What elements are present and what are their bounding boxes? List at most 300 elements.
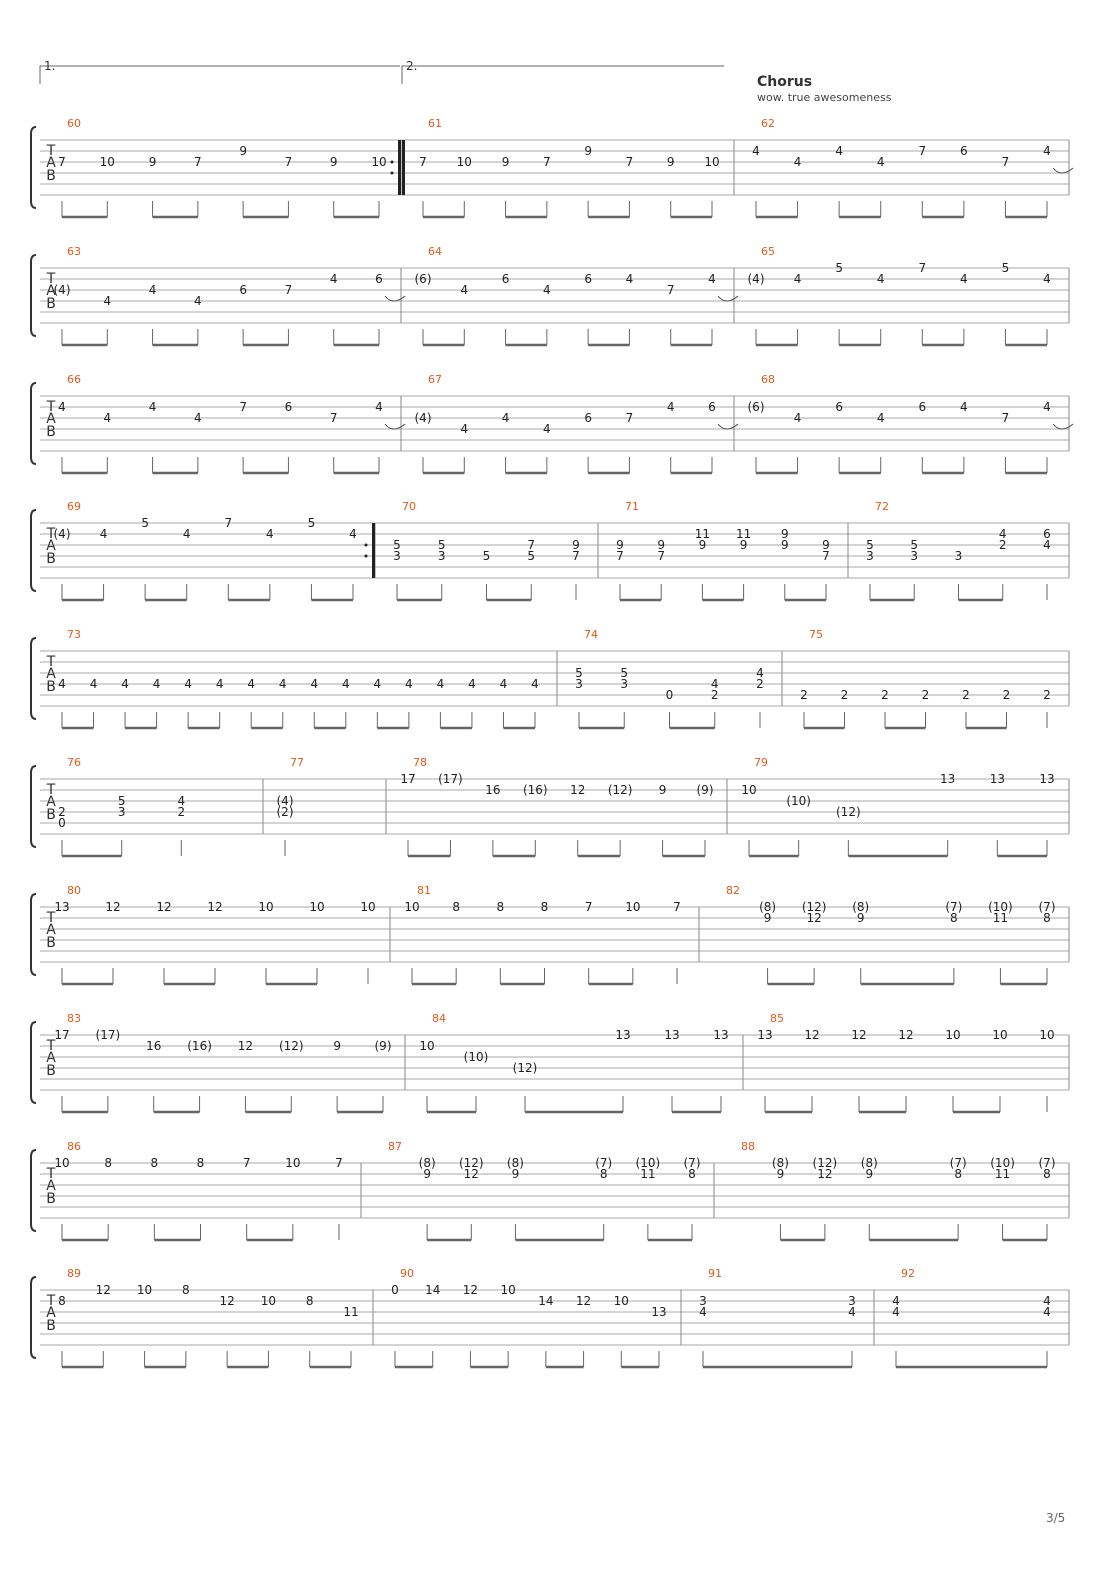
measure-number: 87 <box>388 1140 402 1153</box>
volta-2-bracket <box>402 66 724 84</box>
fret-number: 7 <box>543 155 551 169</box>
tab-letter-b: B <box>46 679 56 695</box>
tab-letter-a: A <box>46 922 56 938</box>
fret-number: 10 <box>1039 1028 1055 1042</box>
fret-number: 4 <box>278 677 287 691</box>
fret-number: 10 <box>500 1283 516 1297</box>
fret-number: 10 <box>309 900 325 914</box>
tab-letter-t: T <box>46 782 56 798</box>
repeat-dot <box>391 161 394 164</box>
fret-number: 9 <box>658 783 667 797</box>
measure-number: 67 <box>428 373 442 386</box>
fret-number: 12 <box>817 1167 833 1181</box>
fret-number: (6) <box>747 400 765 414</box>
fret-number: (12) <box>607 783 633 797</box>
fret-number: (8) <box>852 900 870 914</box>
fret-number: 8 <box>182 1283 190 1297</box>
tab-system <box>31 117 1073 217</box>
fret-number: 4 <box>375 400 383 414</box>
fret-number: 8 <box>496 900 505 914</box>
fret-number: 7 <box>625 155 634 169</box>
fret-number: 8 <box>104 1156 112 1170</box>
fret-number: (7) <box>683 1156 701 1170</box>
tab-letter-b: B <box>46 168 56 184</box>
fret-number: (10) <box>463 1050 489 1064</box>
volta-2-label: 2. <box>406 59 418 73</box>
tie-arc <box>385 424 405 429</box>
fret-number: 8 <box>196 1156 205 1170</box>
fret-number: 6 <box>918 400 927 414</box>
fret-number: 2 <box>710 688 719 702</box>
fret-number: 7 <box>284 283 293 297</box>
fret-number: 10 <box>360 900 376 914</box>
fret-number: 12 <box>806 911 822 925</box>
tab-system <box>31 1140 1069 1240</box>
fret-number: 8 <box>599 1167 608 1181</box>
fret-number: 9 <box>822 538 830 552</box>
fret-number: 10 <box>741 783 757 797</box>
fret-number: 16 <box>146 1039 162 1053</box>
fret-number: 11 <box>735 527 752 541</box>
fret-number: 7 <box>616 549 624 563</box>
fret-number: 7 <box>224 516 233 530</box>
fret-number: 7 <box>1001 155 1010 169</box>
tab-letter-t: T <box>46 399 56 415</box>
fret-number: 4 <box>848 1305 856 1319</box>
fret-number: 3 <box>848 1294 856 1308</box>
fret-number: 7 <box>329 411 338 425</box>
fret-number: 4 <box>436 677 445 691</box>
measure-number: 83 <box>67 1012 81 1025</box>
fret-number: 4 <box>89 677 98 691</box>
fret-number: 7 <box>822 549 830 563</box>
fret-number: 9 <box>511 1167 520 1181</box>
tab-system <box>31 628 1069 728</box>
fret-number: (16) <box>522 783 548 797</box>
tab-system <box>31 373 1073 473</box>
measure-number: 65 <box>761 245 775 258</box>
fret-number: (12) <box>278 1039 304 1053</box>
fret-number: 10 <box>404 900 420 914</box>
fret-number: 7 <box>239 400 247 414</box>
tab-letter-a: A <box>46 794 56 810</box>
tab-letter-b: B <box>46 1318 56 1334</box>
fret-number: 12 <box>219 1294 235 1308</box>
fret-number: 5 <box>575 666 583 680</box>
fret-number: 4 <box>194 294 202 308</box>
fret-number: 9 <box>780 538 789 552</box>
tie-arc <box>385 296 405 301</box>
system-brace <box>31 638 36 719</box>
fret-number: 7 <box>673 900 681 914</box>
fret-number: 4 <box>1043 1294 1051 1308</box>
fret-number: (8) <box>860 1156 878 1170</box>
volta-1-label: 1. <box>44 59 56 73</box>
fret-number: 2 <box>800 688 808 702</box>
fret-number: 6 <box>375 272 383 286</box>
fret-number: 4 <box>341 677 350 691</box>
fret-number: 5 <box>835 261 843 275</box>
system-brace <box>31 1277 36 1358</box>
fret-number: 4 <box>121 677 129 691</box>
fret-number: 3 <box>437 549 446 563</box>
fret-number: 7 <box>625 411 634 425</box>
fret-number: 4 <box>58 677 66 691</box>
fret-number: 4 <box>876 272 885 286</box>
fret-number: (4) <box>747 272 765 286</box>
fret-number: 5 <box>307 516 316 530</box>
fret-number: 12 <box>237 1039 254 1053</box>
tab-letter-b: B <box>46 1063 56 1079</box>
system-brace <box>31 1022 36 1103</box>
fret-number: 2 <box>1043 688 1051 702</box>
fret-number: 0 <box>58 816 66 830</box>
fret-number: 12 <box>207 900 223 914</box>
fret-number: 0 <box>665 688 674 702</box>
fret-number: 4 <box>666 400 675 414</box>
system-brace <box>31 383 36 464</box>
volta-brackets <box>40 59 724 84</box>
fret-number: 4 <box>876 155 885 169</box>
tab-letter-t: T <box>46 1293 56 1309</box>
measure-number: 61 <box>428 117 442 130</box>
fret-number: 11 <box>640 1167 656 1181</box>
fret-number: 11 <box>992 911 1009 925</box>
tie-arc <box>718 296 738 301</box>
fret-number: 2 <box>881 688 889 702</box>
fret-number: 7 <box>194 155 202 169</box>
fret-number: 5 <box>910 538 919 552</box>
fret-number: 4 <box>329 272 338 286</box>
tab-letter-a: A <box>46 538 56 554</box>
fret-number: 4 <box>148 283 157 297</box>
fret-number: (8) <box>771 1156 789 1170</box>
fret-number: 12 <box>804 1028 820 1042</box>
fret-number: 4 <box>194 411 202 425</box>
fret-number: 4 <box>793 272 802 286</box>
measure-number: 66 <box>67 373 81 386</box>
fret-number: (10) <box>635 1156 661 1170</box>
measure-number: 74 <box>584 628 598 641</box>
fret-number: 14 <box>538 1294 554 1308</box>
fret-number: 4 <box>177 794 186 808</box>
measure-number: 60 <box>67 117 81 130</box>
fret-number: (7) <box>595 1156 613 1170</box>
fret-number: (6) <box>414 272 432 286</box>
fret-number: 7 <box>58 155 66 169</box>
fret-number: 9 <box>776 1167 785 1181</box>
fret-number: 7 <box>419 155 427 169</box>
tab-letter-a: A <box>46 155 56 171</box>
fret-number: 4 <box>793 411 802 425</box>
fret-number: 12 <box>105 900 121 914</box>
system-brace <box>31 510 36 591</box>
fret-number: 16 <box>485 783 501 797</box>
fret-number: 7 <box>918 261 927 275</box>
fret-number: 12 <box>570 783 586 797</box>
fret-number: 4 <box>531 677 539 691</box>
tab-letter-b: B <box>46 551 56 567</box>
fret-number: 10 <box>136 1283 153 1297</box>
fret-number: 7 <box>284 155 293 169</box>
page-number: 3/5 <box>1046 1511 1066 1525</box>
fret-number: 9 <box>739 538 748 552</box>
fret-number: (12) <box>812 1156 838 1170</box>
fret-number: 4 <box>215 677 224 691</box>
fret-number: 10 <box>99 155 115 169</box>
tab-letter-t: T <box>46 271 56 287</box>
fret-number: (8) <box>506 1156 524 1170</box>
tab-system <box>31 500 1069 600</box>
fret-number: 9 <box>333 1039 341 1053</box>
fret-number: 7 <box>572 549 580 563</box>
fret-number: 9 <box>148 155 157 169</box>
measure-number: 75 <box>809 628 823 641</box>
fret-number: 7 <box>584 900 593 914</box>
fret-number: 4 <box>793 155 802 169</box>
fret-number: 11 <box>343 1305 359 1319</box>
fret-number: 12 <box>463 1167 479 1181</box>
measure-number: 73 <box>67 628 81 641</box>
fret-number: 5 <box>527 549 536 563</box>
fret-number: 5 <box>1001 261 1010 275</box>
measure-number: 76 <box>67 756 81 769</box>
fret-number: 4 <box>184 677 192 691</box>
fret-number: 4 <box>460 422 469 436</box>
fret-number: 2 <box>756 677 764 691</box>
fret-number: 3 <box>117 805 126 819</box>
fret-number: 3 <box>699 1294 707 1308</box>
measure-number: 70 <box>402 500 416 513</box>
fret-number: 7 <box>335 1156 343 1170</box>
fret-number: (17) <box>95 1028 121 1042</box>
tab-letter-t: T <box>46 526 56 542</box>
fret-number: 13 <box>664 1028 680 1042</box>
fret-number: 10 <box>613 1294 629 1308</box>
fret-number: 8 <box>954 1167 962 1181</box>
volta-1-bracket <box>40 66 400 84</box>
fret-number: 17 <box>400 772 416 786</box>
fret-number: 3 <box>954 549 963 563</box>
measure-number: 86 <box>67 1140 81 1153</box>
fret-number: (16) <box>187 1039 212 1053</box>
tab-system <box>31 1012 1069 1112</box>
fret-number: (10) <box>786 794 811 808</box>
fret-number: 4 <box>892 1294 900 1308</box>
fret-number: 4 <box>499 677 508 691</box>
repeat-start-bar <box>402 140 405 195</box>
fret-number: 4 <box>373 677 382 691</box>
tab-letter-b: B <box>46 296 56 312</box>
fret-number: 4 <box>892 1305 900 1319</box>
fret-number: 4 <box>1043 538 1051 552</box>
fret-number: 4 <box>1043 272 1051 286</box>
fret-number: 8 <box>58 1294 66 1308</box>
fret-number: 13 <box>651 1305 667 1319</box>
fret-number: 4 <box>310 677 319 691</box>
measure-number: 62 <box>761 117 775 130</box>
fret-number: 9 <box>239 144 247 158</box>
tab-system <box>31 245 1069 345</box>
tie-arc <box>1053 168 1073 173</box>
fret-number: (17) <box>438 772 463 786</box>
fret-number: (12) <box>836 805 861 819</box>
fret-number: 14 <box>425 1283 441 1297</box>
fret-number: 6 <box>239 283 247 297</box>
fret-number: 3 <box>620 677 629 691</box>
system-brace <box>31 894 36 975</box>
tab-letter-t: T <box>46 910 56 926</box>
fret-number: (4) <box>53 527 71 541</box>
fret-number: (12) <box>512 1061 538 1075</box>
tab-letter-b: B <box>46 424 56 440</box>
repeat-dot <box>365 544 368 547</box>
fret-number: 4 <box>1043 400 1051 414</box>
fret-number: 2 <box>921 688 930 702</box>
measure-number: 80 <box>67 884 81 897</box>
fret-number: 9 <box>501 155 510 169</box>
fret-number: (4) <box>276 794 294 808</box>
fret-number: 4 <box>152 677 161 691</box>
fret-number: 4 <box>960 272 968 286</box>
fret-number: 4 <box>1043 1305 1051 1319</box>
fret-number: 11 <box>994 1167 1011 1181</box>
fret-number: 10 <box>258 900 274 914</box>
fret-number: 4 <box>266 527 274 541</box>
chorus-subtitle: wow. true awesomeness <box>757 91 892 104</box>
fret-number: 5 <box>437 538 446 552</box>
fret-number: 5 <box>482 549 491 563</box>
fret-number: 6 <box>835 400 843 414</box>
fret-number: 4 <box>752 144 760 158</box>
fret-number: 10 <box>419 1039 435 1053</box>
fret-number: (8) <box>418 1156 436 1170</box>
fret-number: 9 <box>616 538 624 552</box>
fret-number: 9 <box>572 538 580 552</box>
tab-system <box>31 756 1069 856</box>
fret-number: 8 <box>1043 1167 1051 1181</box>
fret-number: 10 <box>260 1294 277 1308</box>
fret-number: 12 <box>851 1028 867 1042</box>
fret-number: 4 <box>405 677 413 691</box>
measure-number: 69 <box>67 500 81 513</box>
fret-number: 5 <box>117 794 126 808</box>
fret-number: 6 <box>501 272 510 286</box>
system-brace <box>31 255 36 336</box>
fret-number: (9) <box>696 783 714 797</box>
repeat-dot <box>391 172 394 175</box>
fret-number: 13 <box>989 772 1005 786</box>
fret-number: 4 <box>543 422 551 436</box>
fret-number: 9 <box>780 527 789 541</box>
tab-system <box>31 1267 1069 1367</box>
fret-number: 9 <box>865 1167 874 1181</box>
fret-number: 13 <box>713 1028 729 1042</box>
fret-number: 6 <box>584 272 592 286</box>
fret-number: 11 <box>694 527 711 541</box>
fret-number: (4) <box>414 411 432 425</box>
measure-number: 68 <box>761 373 775 386</box>
measure-number: 84 <box>432 1012 446 1025</box>
fret-number: 8 <box>688 1167 696 1181</box>
tie-arc <box>718 424 738 429</box>
fret-number: 4 <box>247 677 256 691</box>
tab-letter-a: A <box>46 1178 56 1194</box>
fret-number: 10 <box>945 1028 961 1042</box>
measure-number: 79 <box>754 756 768 769</box>
tab-letter-t: T <box>46 654 56 670</box>
measure-number: 90 <box>400 1267 414 1280</box>
fret-number: 5 <box>141 516 149 530</box>
fret-number: 12 <box>156 900 172 914</box>
measure-number: 88 <box>741 1140 755 1153</box>
system-brace <box>31 1150 36 1231</box>
tab-letter-t: T <box>46 143 56 159</box>
tab-letter-a: A <box>46 666 56 682</box>
fret-number: 8 <box>452 900 460 914</box>
fret-number: 8 <box>1043 911 1051 925</box>
fret-number: 9 <box>329 155 338 169</box>
fret-number: 6 <box>960 144 968 158</box>
fret-number: 8 <box>305 1294 314 1308</box>
measure-number: 63 <box>67 245 81 258</box>
measure-number: 91 <box>708 1267 722 1280</box>
measure-number: 72 <box>875 500 889 513</box>
fret-number: 5 <box>620 666 629 680</box>
fret-number: 8 <box>150 1156 159 1170</box>
fret-number: 4 <box>58 400 66 414</box>
fret-number: 2 <box>840 688 849 702</box>
fret-number: 5 <box>866 538 874 552</box>
fret-number: 3 <box>393 549 401 563</box>
fret-number: 4 <box>501 411 510 425</box>
fret-number: (8) <box>759 900 777 914</box>
fret-number: 2 <box>998 538 1007 552</box>
fret-number: 4 <box>148 400 157 414</box>
fret-number: 10 <box>285 1156 301 1170</box>
fret-number: 4 <box>699 1305 707 1319</box>
system-brace <box>31 127 36 208</box>
fret-number: 6 <box>1043 527 1051 541</box>
fret-number: (10) <box>988 900 1013 914</box>
fret-number: 3 <box>910 549 919 563</box>
fret-number: 9 <box>856 911 865 925</box>
fret-number: (12) <box>801 900 827 914</box>
measure-number: 85 <box>770 1012 784 1025</box>
fret-number: 3 <box>575 677 583 691</box>
fret-number: 10 <box>625 900 641 914</box>
measure-number: 82 <box>726 884 740 897</box>
tab-letter-b: B <box>46 935 56 951</box>
fret-number: 4 <box>876 411 885 425</box>
fret-number: (7) <box>1038 1156 1056 1170</box>
fret-number: 4 <box>835 144 843 158</box>
fret-number: 2 <box>58 805 66 819</box>
tab-letter-t: T <box>46 1038 56 1054</box>
chorus-title: Chorus <box>757 74 813 90</box>
tab-system <box>31 884 1069 984</box>
fret-number: 4 <box>349 527 357 541</box>
fret-number: 7 <box>918 144 927 158</box>
fret-number: 4 <box>710 677 719 691</box>
system-brace <box>31 766 36 847</box>
measure-number: 89 <box>67 1267 81 1280</box>
fret-number: 9 <box>584 144 592 158</box>
fret-number: 13 <box>1039 772 1055 786</box>
measure-number: 92 <box>901 1267 915 1280</box>
fret-number: (7) <box>1038 900 1056 914</box>
tie-arc <box>1053 424 1073 429</box>
